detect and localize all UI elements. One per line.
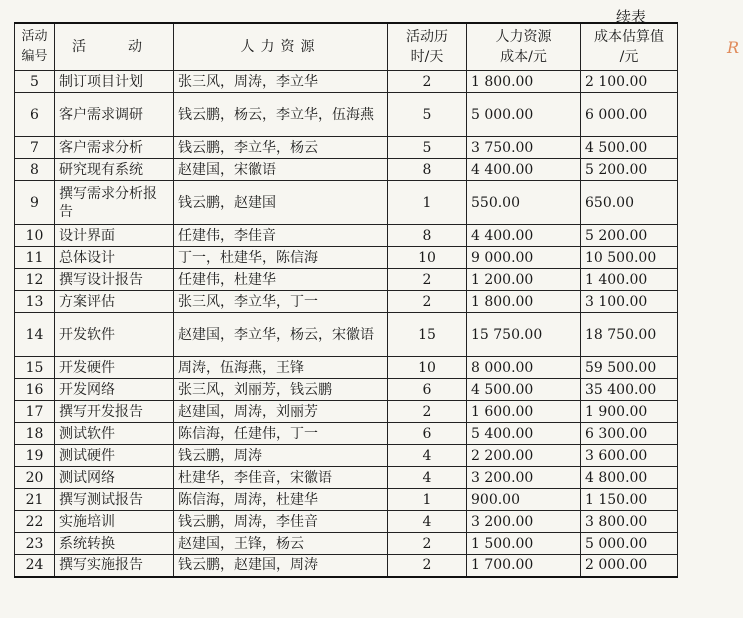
activity-name-cell: 撰写设计报告 <box>55 269 174 291</box>
activity-name-cell: 研究现有系统 <box>55 159 174 181</box>
activity-id-cell: 18 <box>15 423 55 445</box>
header-hr-cost <box>467 23 581 71</box>
activity-id-cell: 20 <box>15 467 55 489</box>
header-duration-line1: 活动历 <box>406 29 448 45</box>
hr-cost-cell: 1 600.00 <box>467 401 581 423</box>
duration-days-cell: 8 <box>388 159 467 181</box>
header-activity-id-line2: 编号 <box>21 49 48 64</box>
table-row <box>15 511 678 533</box>
activity-id-cell: 23 <box>15 533 55 555</box>
duration-days-cell: 6 <box>388 379 467 401</box>
resources-cell: 杜建华，李佳音，宋徽语 <box>174 467 388 489</box>
duration-days-cell: 1 <box>388 489 467 511</box>
cost-estimate-cell: 1 150.00 <box>581 489 678 511</box>
hr-cost-cell: 15 750.00 <box>467 313 581 357</box>
duration-days-cell: 15 <box>388 313 467 357</box>
resources-cell: 陈信海，任建伟，丁一 <box>174 423 388 445</box>
table-row <box>15 423 678 445</box>
header-estimate-line2: /元 <box>619 49 639 65</box>
cost-estimate-cell: 6 300.00 <box>581 423 678 445</box>
table-row <box>15 489 678 511</box>
hr-cost-cell: 4 400.00 <box>467 159 581 181</box>
activity-name-cell: 总体设计 <box>55 247 174 269</box>
hr-cost-cell: 3 750.00 <box>467 137 581 159</box>
table-row <box>15 269 678 291</box>
resources-cell: 赵建国，李立华，杨云，宋徽语 <box>174 313 388 357</box>
activity-id-cell: 19 <box>15 445 55 467</box>
hr-cost-cell: 4 500.00 <box>467 379 581 401</box>
duration-days-cell: 2 <box>388 555 467 577</box>
cost-estimate-cell: 4 800.00 <box>581 467 678 489</box>
activity-id-cell: 17 <box>15 401 55 423</box>
table-row <box>15 247 678 269</box>
cost-estimate-cell: 5 200.00 <box>581 159 678 181</box>
hr-cost-cell: 5 000.00 <box>467 93 581 137</box>
activity-id-cell: 22 <box>15 511 55 533</box>
activity-name-cell: 撰写实施报告 <box>55 555 174 577</box>
hr-cost-cell: 1 200.00 <box>467 269 581 291</box>
resources-cell: 丁一，杜建华，陈信海 <box>174 247 388 269</box>
hr-cost-cell: 550.00 <box>467 181 581 225</box>
table-row <box>15 445 678 467</box>
activity-id-cell: 16 <box>15 379 55 401</box>
activity-name-cell: 测试软件 <box>55 423 174 445</box>
activity-name-cell: 开发网络 <box>55 379 174 401</box>
cost-estimate-cell: 35 400.00 <box>581 379 678 401</box>
duration-days-cell: 10 <box>388 247 467 269</box>
margin-mark: R <box>727 38 740 57</box>
table-row <box>15 181 678 225</box>
resources-cell: 钱云鹏，杨云，李立华，伍海燕 <box>174 93 388 137</box>
activity-id-cell: 9 <box>15 181 55 225</box>
cost-estimate-table <box>14 22 678 578</box>
cost-estimate-cell: 4 500.00 <box>581 137 678 159</box>
duration-days-cell: 4 <box>388 445 467 467</box>
resources-cell: 钱云鹏，李立华，杨云 <box>174 137 388 159</box>
hr-cost-cell: 2 200.00 <box>467 445 581 467</box>
header-estimate <box>581 23 678 71</box>
activity-id-cell: 14 <box>15 313 55 357</box>
hr-cost-cell: 900.00 <box>467 489 581 511</box>
cost-estimate-cell: 1 900.00 <box>581 401 678 423</box>
cost-estimate-cell: 3 100.00 <box>581 291 678 313</box>
hr-cost-cell: 1 700.00 <box>467 555 581 577</box>
cost-estimate-cell: 6 000.00 <box>581 93 678 137</box>
resources-cell: 张三风，刘丽芳，钱云鹏 <box>174 379 388 401</box>
activity-id-cell: 12 <box>15 269 55 291</box>
activity-name-cell: 撰写需求分析报告 <box>55 181 174 225</box>
table-row <box>15 401 678 423</box>
header-hr-cost-line2: 成本/元 <box>500 49 547 65</box>
cost-estimate-cell: 18 750.00 <box>581 313 678 357</box>
activity-id-cell: 15 <box>15 357 55 379</box>
duration-days-cell: 8 <box>388 225 467 247</box>
resources-cell: 张三风，李立华，丁一 <box>174 291 388 313</box>
hr-cost-cell: 5 400.00 <box>467 423 581 445</box>
activity-id-cell: 10 <box>15 225 55 247</box>
activity-id-cell: 7 <box>15 137 55 159</box>
table-row <box>15 225 678 247</box>
resources-cell: 钱云鹏，周涛，李佳音 <box>174 511 388 533</box>
continued-label: 续表 <box>616 8 647 26</box>
cost-estimate-cell: 2 000.00 <box>581 555 678 577</box>
table-row <box>15 71 678 93</box>
hr-cost-cell: 1 800.00 <box>467 291 581 313</box>
duration-days-cell: 2 <box>388 291 467 313</box>
header-resources: 人力资源 <box>174 23 388 71</box>
activity-id-cell: 6 <box>15 93 55 137</box>
activity-id-cell: 21 <box>15 489 55 511</box>
activity-name-cell: 测试硬件 <box>55 445 174 467</box>
resources-cell: 张三风，周涛，李立华 <box>174 71 388 93</box>
duration-days-cell: 4 <box>388 467 467 489</box>
activity-name-cell: 客户需求分析 <box>55 137 174 159</box>
cost-estimate-cell: 650.00 <box>581 181 678 225</box>
header-duration-line2: 时/天 <box>410 49 444 65</box>
table-row <box>15 467 678 489</box>
activity-name-cell: 实施培训 <box>55 511 174 533</box>
duration-days-cell: 10 <box>388 357 467 379</box>
table-row <box>15 137 678 159</box>
resources-cell: 周涛，伍海燕，王锋 <box>174 357 388 379</box>
activity-id-cell: 8 <box>15 159 55 181</box>
header-duration <box>388 23 467 71</box>
duration-days-cell: 2 <box>388 401 467 423</box>
resources-cell: 赵建国，周涛，刘丽芳 <box>174 401 388 423</box>
table-row <box>15 555 678 577</box>
table-row <box>15 159 678 181</box>
activity-name-cell: 方案评估 <box>55 291 174 313</box>
header-activity-id <box>15 23 55 71</box>
cost-estimate-cell: 1 400.00 <box>581 269 678 291</box>
resources-cell: 陈信海，周涛，杜建华 <box>174 489 388 511</box>
cost-estimate-cell: 59 500.00 <box>581 357 678 379</box>
cost-estimate-cell: 2 100.00 <box>581 71 678 93</box>
hr-cost-cell: 8 000.00 <box>467 357 581 379</box>
table-row <box>15 93 678 137</box>
cost-estimate-cell: 3 600.00 <box>581 445 678 467</box>
table-row <box>15 291 678 313</box>
activity-name-cell: 开发硬件 <box>55 357 174 379</box>
table-body <box>15 71 678 577</box>
activity-name-cell: 制订项目计划 <box>55 71 174 93</box>
duration-days-cell: 1 <box>388 181 467 225</box>
duration-days-cell: 5 <box>388 137 467 159</box>
duration-days-cell: 2 <box>388 533 467 555</box>
table-row <box>15 313 678 357</box>
duration-days-cell: 4 <box>388 511 467 533</box>
resources-cell: 钱云鹏，赵建国，周涛 <box>174 555 388 577</box>
activity-name-cell: 撰写开发报告 <box>55 401 174 423</box>
hr-cost-cell: 4 400.00 <box>467 225 581 247</box>
activity-id-cell: 5 <box>15 71 55 93</box>
activity-name-cell: 客户需求调研 <box>55 93 174 137</box>
cost-estimate-cell: 10 500.00 <box>581 247 678 269</box>
activity-name-cell: 系统转换 <box>55 533 174 555</box>
header-hr-cost-line1: 人力资源 <box>495 29 552 45</box>
table-row <box>15 357 678 379</box>
duration-days-cell: 2 <box>388 71 467 93</box>
resources-cell: 任建伟，李佳音 <box>174 225 388 247</box>
hr-cost-cell: 3 200.00 <box>467 511 581 533</box>
resources-cell: 任建伟，杜建华 <box>174 269 388 291</box>
activity-name-cell: 设计界面 <box>55 225 174 247</box>
table-row <box>15 533 678 555</box>
table-row <box>15 379 678 401</box>
header-activity-id-line1: 活动 <box>21 29 48 44</box>
resources-cell: 赵建国，王锋，杨云 <box>174 533 388 555</box>
duration-days-cell: 2 <box>388 269 467 291</box>
hr-cost-cell: 1 500.00 <box>467 533 581 555</box>
duration-days-cell: 6 <box>388 423 467 445</box>
header-estimate-line1: 成本估算值 <box>594 29 664 45</box>
cost-estimate-cell: 3 800.00 <box>581 511 678 533</box>
activity-name-cell: 测试网络 <box>55 467 174 489</box>
resources-cell: 钱云鹏，周涛 <box>174 445 388 467</box>
hr-cost-cell: 9 000.00 <box>467 247 581 269</box>
activity-id-cell: 13 <box>15 291 55 313</box>
activity-name-cell: 撰写测试报告 <box>55 489 174 511</box>
activity-id-cell: 11 <box>15 247 55 269</box>
cost-estimate-cell: 5 000.00 <box>581 533 678 555</box>
activity-id-cell: 24 <box>15 555 55 577</box>
resources-cell: 钱云鹏，赵建国 <box>174 181 388 225</box>
resources-cell: 赵建国，宋徽语 <box>174 159 388 181</box>
duration-days-cell: 5 <box>388 93 467 137</box>
hr-cost-cell: 1 800.00 <box>467 71 581 93</box>
cost-estimate-cell: 5 200.00 <box>581 225 678 247</box>
hr-cost-cell: 3 200.00 <box>467 467 581 489</box>
header-activity: 活 动 <box>55 23 174 71</box>
activity-name-cell: 开发软件 <box>55 313 174 357</box>
